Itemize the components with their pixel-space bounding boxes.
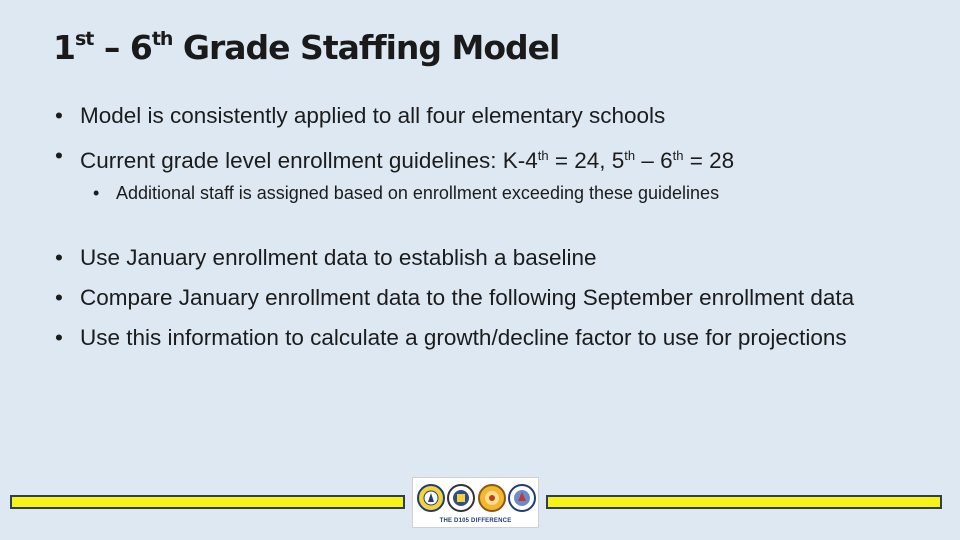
seal-icon: [448, 485, 474, 511]
bullet-item: • Use January enrollment data to establish a baseline: [55, 243, 915, 273]
bullet-item: • Compare January enrollment data to the following September enrollment data: [55, 283, 915, 313]
school-seals-icon: [416, 483, 537, 513]
footer-bar-left: [10, 495, 405, 509]
bullet-item: • Model is consistently applied to all four elementary schools: [55, 101, 915, 131]
bullet-list-bottom: [55, 243, 915, 363]
bullet-list-top: [55, 101, 915, 216]
bullet-item: • Use this information to calculate a growth/decline factor to use for projections: [55, 323, 915, 353]
seal-icon: [479, 485, 505, 511]
seal-icon: [418, 485, 444, 511]
seal-icon: [509, 485, 535, 511]
district-logo: [412, 477, 539, 528]
slide-title: 1st – 6th Grade Staffing Model: [53, 28, 560, 67]
sub-bullet-item: • Additional staff is assigned based on enrollment exceeding these guidelines: [93, 180, 915, 206]
bullet-item: • Current grade level enrollment guidelines: K-4th = 24, 5th – 6th = 28: [55, 141, 915, 176]
logo-caption: THE D105 DIFFERENCE: [439, 518, 512, 524]
footer-bar-right: [546, 495, 942, 509]
